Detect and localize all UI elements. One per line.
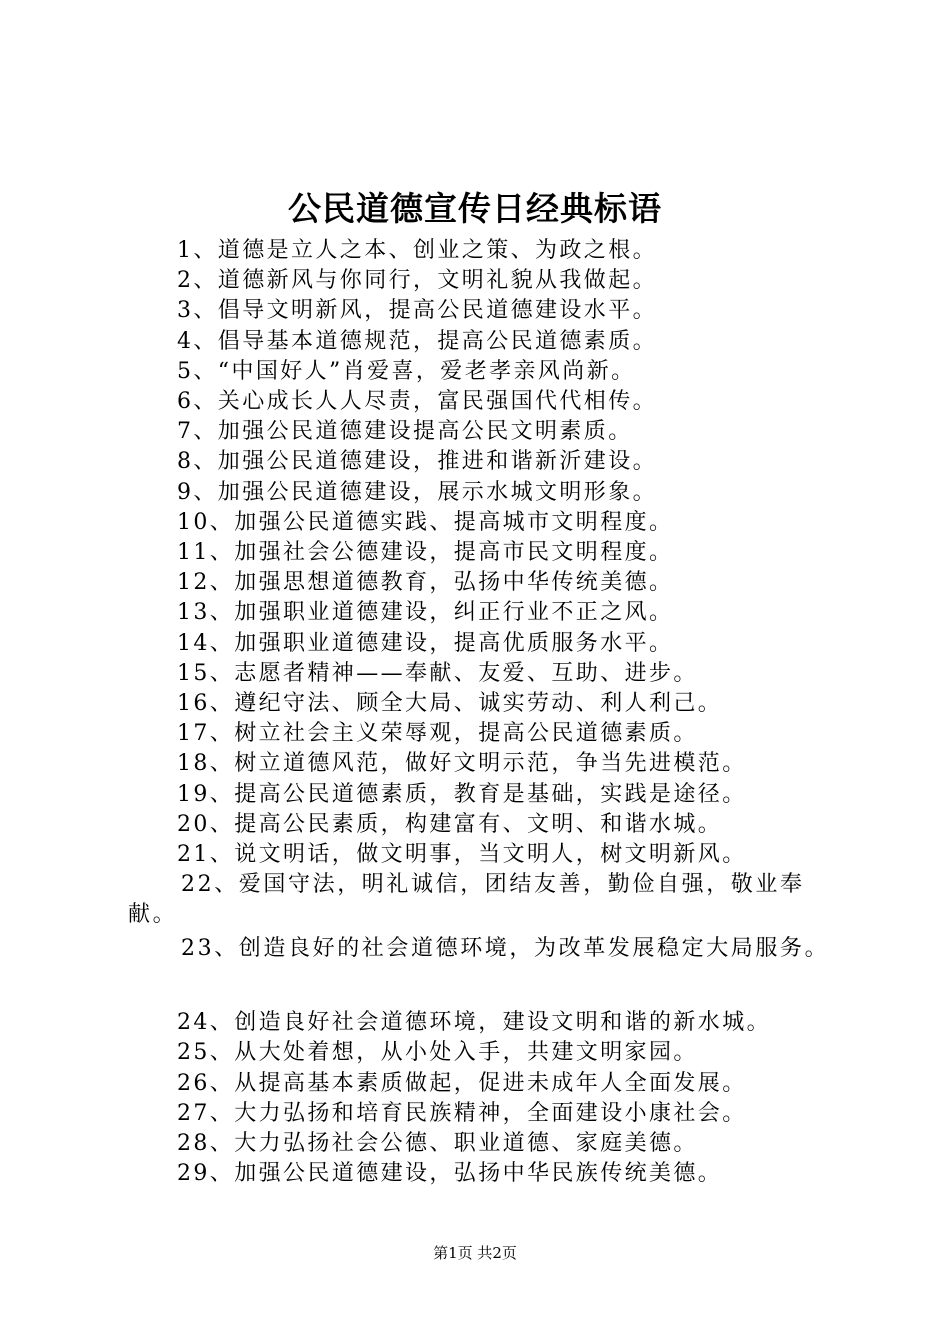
list-item: 2、道德新风与你同行，文明礼貌从我做起。 <box>177 268 657 294</box>
list-item: 27、大力弘扬和培育民族精神，全面建设小康社会。 <box>177 1100 747 1126</box>
list-item: 7、加强公民道德建设提高公民文明素质。 <box>177 419 633 445</box>
slogan-list <box>128 236 848 1189</box>
list-item: 9、加强公民道德建设，展示水城文明形象。 <box>177 479 657 505</box>
list-item: 18、树立道德风范，做好文明示范，争当先进模范。 <box>177 751 747 777</box>
list-item: 4、倡导基本道德规范，提高公民道德素质。 <box>177 328 657 354</box>
list-item: 23、创造良好的社会道德环境，为改革发展稳定大局服务。 <box>181 936 830 962</box>
list-item: 19、提高公民道德素质，教育是基础，实践是途径。 <box>177 781 747 807</box>
list-item: 17、树立社会主义荣辱观，提高公民道德素质。 <box>177 721 698 747</box>
list-item: 26、从提高基本素质做起，促进未成年人全面发展。 <box>177 1070 747 1096</box>
list-item: 24、创造良好社会道德环境，建设文明和谐的新水城。 <box>177 1010 771 1036</box>
list-item: 5、“中国好人”肖爱喜，爱老孝亲风尚新。 <box>177 358 636 384</box>
list-item: 16、遵纪守法、顾全大局、诚实劳动、利人利己。 <box>177 691 723 717</box>
list-item: 10、加强公民道德实践、提高城市文明程度。 <box>177 509 674 535</box>
list-item: 3、倡导文明新风，提高公民道德建设水平。 <box>177 298 657 324</box>
list-item: 1、道德是立人之本、创业之策、为政之根。 <box>177 238 657 263</box>
list-item: 13、加强职业道德建设，纠正行业不正之风。 <box>177 600 674 626</box>
page-title: 公民道德宣传日经典标语 <box>288 189 662 228</box>
list-item: 29、加强公民道德建设，弘扬中华民族传统美德。 <box>177 1161 723 1187</box>
list-item: 28、大力弘扬社会公德、职业道德、家庭美德。 <box>177 1131 698 1157</box>
list-item: 12、加强思想道德教育，弘扬中华传统美德。 <box>177 570 674 596</box>
list-item: 15、志愿者精神——奉献、友爱、互助、进步。 <box>177 660 698 686</box>
list-item: 8、加强公民道德建设，推进和谐新沂建设。 <box>177 449 657 475</box>
list-item: 20、提高公民素质，构建富有、文明、和谐水城。 <box>177 811 723 837</box>
list-item: 11、加强社会公德建设，提高市民文明程度。 <box>177 540 674 566</box>
page-number-footer: 第1页 共2页 <box>433 1244 517 1262</box>
list-item: 6、关心成长人人尽责，富民强国代代相传。 <box>177 389 657 415</box>
list-item: 21、说文明话，做文明事，当文明人，树文明新风。 <box>177 842 747 868</box>
list-item: 14、加强职业道德建设，提高优质服务水平。 <box>177 630 674 656</box>
list-item: 25、从大处着想，从小处入手，共建文明家园。 <box>177 1040 698 1066</box>
list-item: 22、爱国守法，明礼诚信，团结友善，勤俭自强，敬业奉献。 <box>128 872 805 928</box>
